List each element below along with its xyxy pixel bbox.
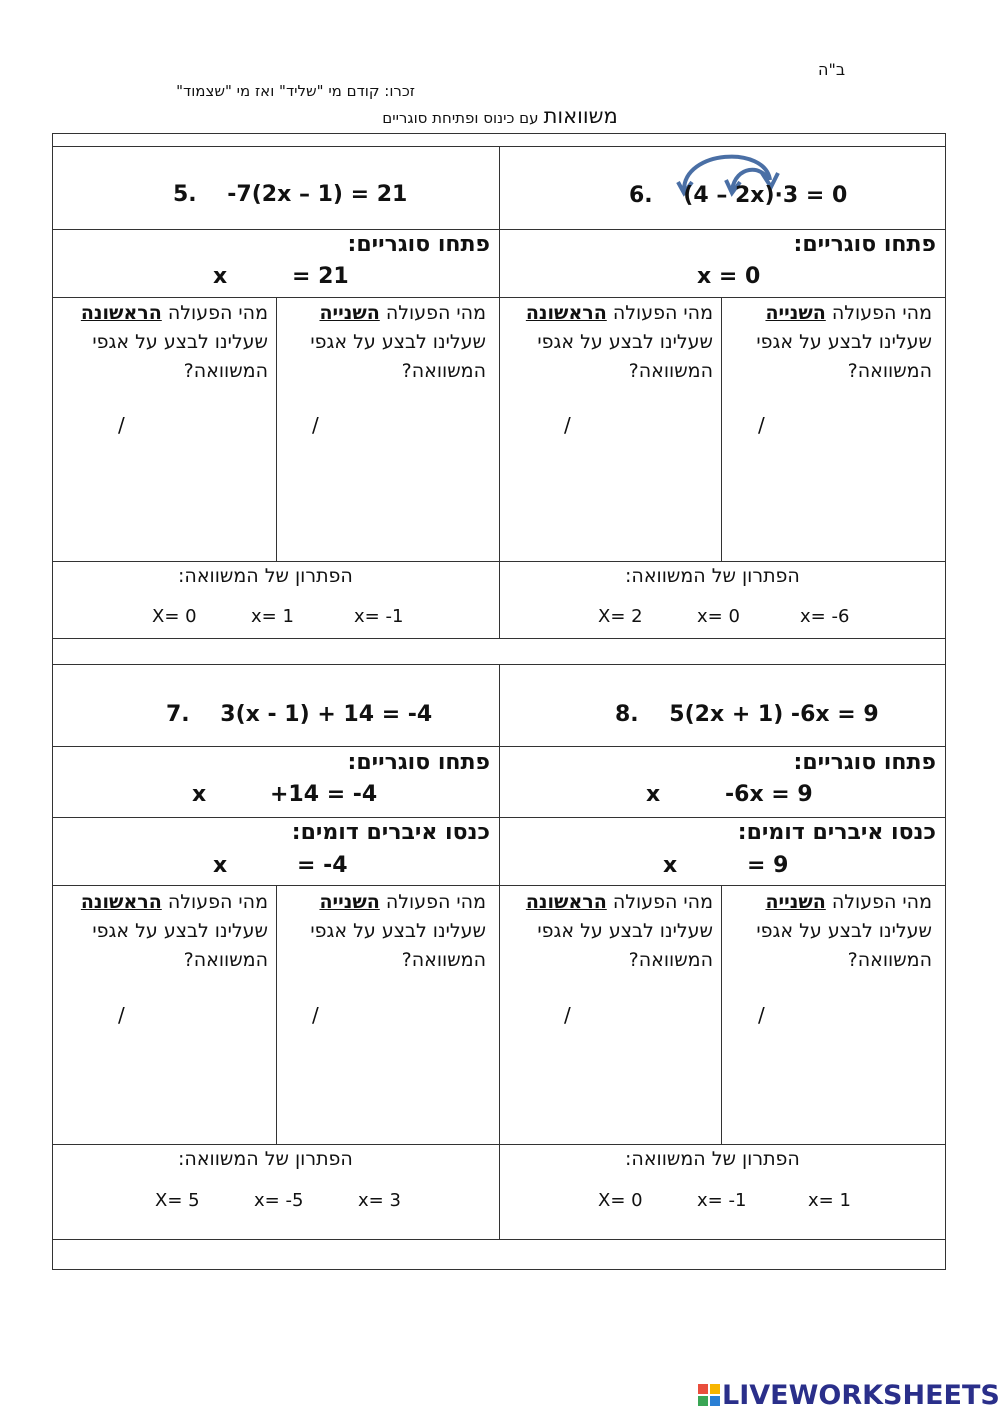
question-second-6: מהי הפעולה השנייה שעלינו לבצע על אגפי המשוואה? [756,302,932,382]
page-title [0,104,1000,128]
open-x-8: x [646,782,661,807]
answer-input-5-open[interactable] [232,264,288,292]
open-brackets-label-8: פתחו סוגריים: [793,750,936,775]
title-sub: עם כינוס ופתיחת סוגריים [382,109,539,127]
solution-title-8: הפתרון של המשוואה: [625,1148,800,1170]
bh-mark: ב"ה [818,60,846,79]
option-8-a[interactable]: X= 0 [598,1190,643,1211]
question-first-6: מהי הפעולה הראשונה שעלינו לבצע על אגפי המשוואה? [525,302,713,382]
equation-5: 5. -7(2x – 1) = 21 [173,182,408,207]
liveworksheets-icon [698,1384,720,1406]
slash-5b[interactable]: / [312,413,319,437]
question-second-7: מהי הפעולה השנייה שעלינו לבצע על אגפי המשוואה? [310,891,486,971]
slash-8a[interactable]: / [564,1003,571,1027]
title-main: משוואות [543,104,618,128]
slash-7a[interactable]: / [118,1003,125,1027]
question-first-7: מהי הפעולה הראשונה שעלינו לבצע על אגפי המשוואה? [80,891,268,971]
option-5-b[interactable]: x= 1 [251,606,294,627]
slash-6b[interactable]: / [758,413,765,437]
reminder-text: זכרו: קודם מי "שליד" ואז מי "שצמוד" [176,82,415,100]
option-6-c[interactable]: x= -6 [800,606,850,627]
option-8-c[interactable]: x= 1 [808,1190,851,1211]
equation-7: 7. 3(x - 1) + 14 = -4 [166,702,433,727]
open-x-5: x [213,264,228,289]
open-x-7: x [192,782,207,807]
open-rest-8: -6x = 9 [725,782,813,807]
option-7-c[interactable]: x= 3 [358,1190,401,1211]
slash-7b[interactable]: / [312,1003,319,1027]
open-brackets-label-7: פתחו סוגריים: [347,750,490,775]
question-first-8: מהי הפעולה הראשונה שעלינו לבצע על אגפי המשוואה? [525,891,713,971]
slash-8b[interactable]: / [758,1003,765,1027]
solution-title-7: הפתרון של המשוואה: [178,1148,353,1170]
liveworksheets-logo: LIVEWORKSHEETS [698,1380,1000,1411]
open-rest-5: = 21 [292,264,349,289]
question-second-8: מהי הפעולה השנייה שעלינו לבצע על אגפי המשוואה? [756,891,932,971]
solution-title-6: הפתרון של המשוואה: [625,565,800,587]
collect-terms-label-8: כנסו איברים דומים: [737,820,936,845]
option-7-b[interactable]: x= -5 [254,1190,304,1211]
option-6-b[interactable]: x= 0 [697,606,740,627]
solution-title-5: הפתרון של המשוואה: [178,565,353,587]
question-first-5: מהי הפעולה הראשונה שעלינו לבצע על אגפי המשוואה? [80,302,268,382]
question-second-5: מהי הפעולה השנייה שעלינו לבצע על אגפי המשוואה? [310,302,486,382]
option-5-a[interactable]: X= 0 [152,606,197,627]
open-rest-7: +14 = -4 [270,782,378,807]
open-brackets-label-6: פתחו סוגריים: [793,232,936,257]
open-expr-6: x = 0 [697,264,761,289]
option-5-c[interactable]: x= -1 [354,606,404,627]
equation-8: 8. 5(2x + 1) -6x = 9 [615,702,879,727]
collect-rest-8: = 9 [747,853,789,878]
collect-terms-label-7: כנסו איברים דומים: [291,820,490,845]
collect-x-7: x [213,853,228,878]
option-6-a[interactable]: X= 2 [598,606,643,627]
option-7-a[interactable]: X= 5 [155,1190,200,1211]
equation-6: 6. (4 – 2x)·3 = 0 [629,183,848,208]
option-8-b[interactable]: x= -1 [697,1190,747,1211]
slash-5a[interactable]: / [118,413,125,437]
collect-rest-7: = -4 [297,853,348,878]
collect-x-8: x [663,853,678,878]
open-brackets-label-5: פתחו סוגריים: [347,232,490,257]
slash-6a[interactable]: / [564,413,571,437]
